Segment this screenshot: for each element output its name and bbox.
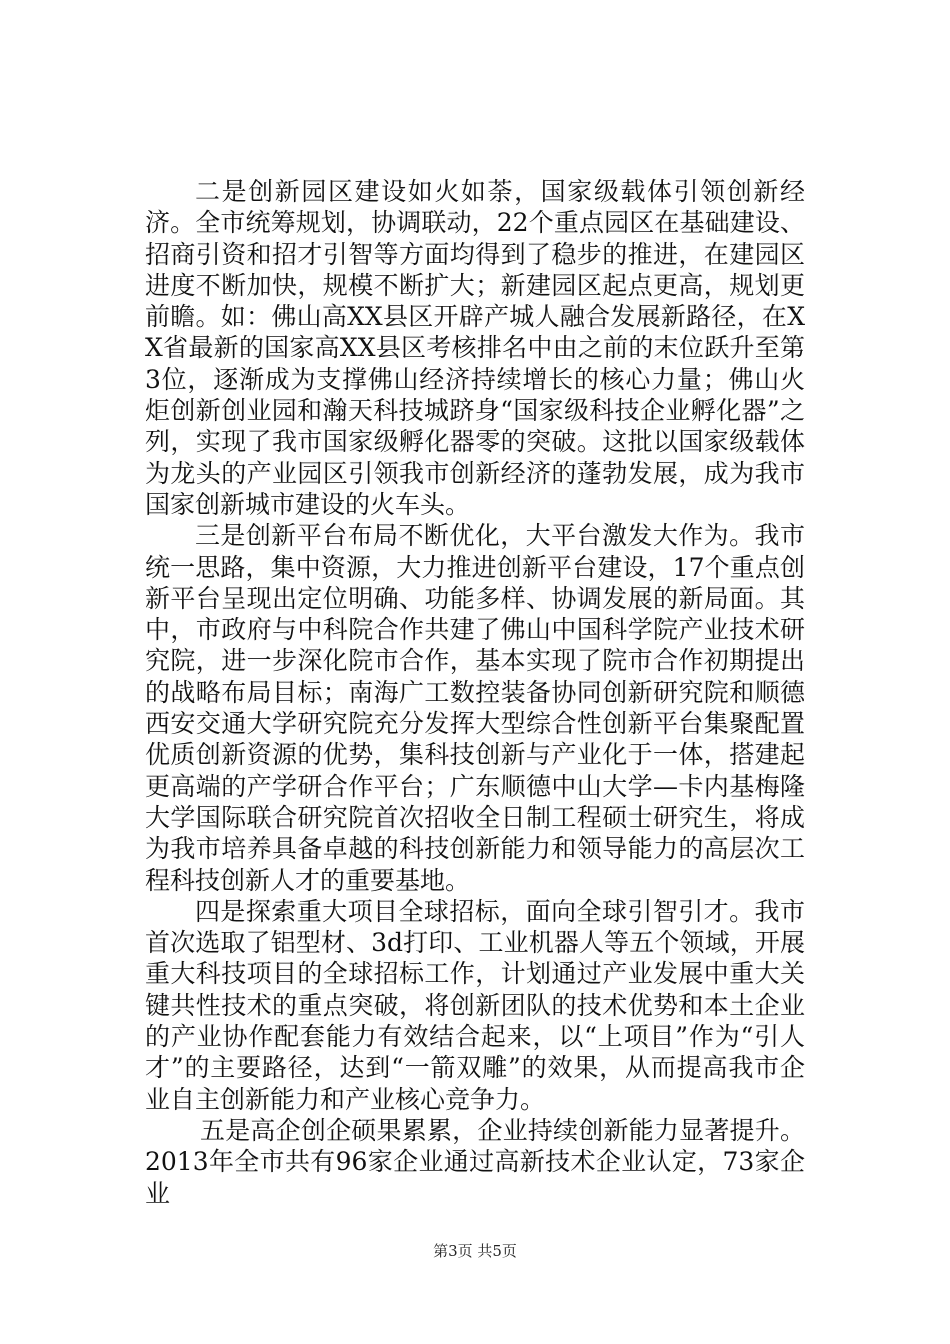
paragraph-bidding: 四是探索重大项目全球招标，面向全球引智引才。我市首次选取了铝型材、3d打印、工业机器人等五个领域，开展重大科技项目的全球招标工作，计划通过产业发展中重大关键共性技术的重点突破，将创新团队的技术优势和本土企业的产业协作配套能力有效结合起来，以“上项目”作为“引人才”的主要路径，达到“一箭双雕”的效果，从而提高我市企业自主创新能力和产业核心竞争力。 [145, 896, 805, 1114]
paragraph-enterprises: 五是高企创企硕果累累，企业持续创新能力显著提升。2013年全市共有96家企业通过高新技术企业认定，73家企业 [145, 1115, 805, 1208]
paragraph-platforms: 三是创新平台布局不断优化，大平台激发大作为。我市统一思路，集中资源，大力推进创新平台建设，17个重点创新平台呈现出定位明确、功能多样、协调发展的新局面。其中，市政府与中科院合作共建了佛山中国科学院产业技术研究院，进一步深化院市合作，基本实现了院市合作初期提出的战略布局目标；南海广工数控装备协同创新研究院和顺德西安交通大学研究院充分发挥大型综合性创新平台集聚配置优质创新资源的优势，集科技创新与产业化于一体，搭建起更高端的产学研合作平台；广东顺德中山大学—卡内基梅隆大学国际联合研究院首次招收全日制工程硕士研究生，将成为我市培养具备卓越的科技创新能力和领导能力的高层次工程科技创新人才的重要基地。 [145, 521, 805, 895]
page-number-footer: 第3页 共5页 [433, 1242, 517, 1260]
paragraph-parks: 二是创新园区建设如火如荼，国家级载体引领创新经济。全市统筹规划，协调联动，22个重点园区在基础建设、招商引资和招才引智等方面均得到了稳步的推进，在建园区进度不断加快，规模不断扩大；新建园区起点更高，规划更前瞻。如：佛山高XX县区开辟产城人融合发展新路径，在XX省最新的国家高XX县区考核排名中由之前的末位跃升至第3位，逐渐成为支撑佛山经济持续增长的核心力量；佛山火炬创新创业园和瀚天科技城跻身“国家级科技企业孵化器”之列，实现了我市国家级孵化器零的突破。这批以国家级载体为龙头的产业园区引领我市创新经济的蓬勃发展，成为我市国家创新城市建设的火车头。 [145, 177, 805, 519]
document-body [145, 176, 805, 1209]
